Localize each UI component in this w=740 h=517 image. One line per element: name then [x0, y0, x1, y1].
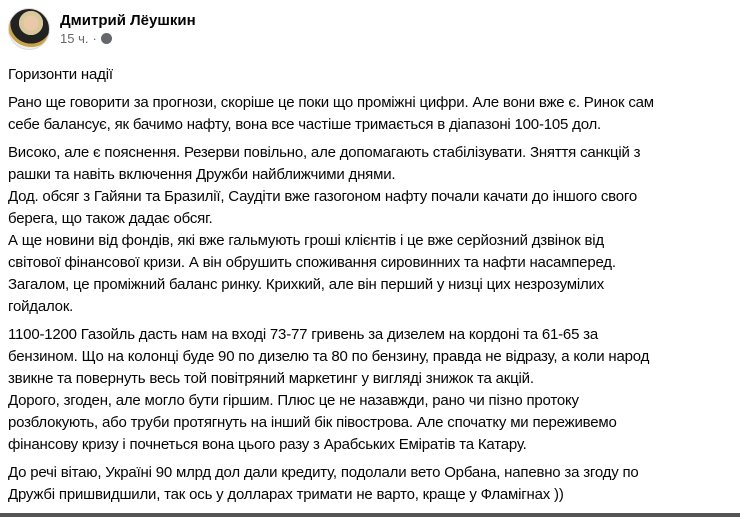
- text-line: бензином. Що на колонці буде 90 по дизелю та 80 по бензину, правда не відразу, а коли народ: [8, 348, 650, 365]
- text-line: себе балансує, як бачимо нафту, вона все частіше тримається в діапазоні 100-105 дол.: [8, 116, 602, 133]
- text-line: 1100-1200 Газойль дасть нам на вході 73-77 гривень за дизелем на кордоні та 61-65 за: [8, 326, 599, 343]
- post-time[interactable]: 15 ч.: [60, 30, 89, 46]
- text-line: звикне та повернуть весь той повітряний маркетинг у вигляді знижок та акцій.: [8, 370, 534, 387]
- text-line: Горизонти надії: [8, 66, 113, 83]
- divider: [0, 513, 740, 517]
- text-line: Дружбі пришвидшили, так ось у долларах тримати не варто, краще у Фламігнах )): [8, 486, 564, 503]
- post-paragraph: [8, 324, 654, 456]
- text-line: розблокують, або труби протягнуть на інший бік півострова. Але спочатку ми переживемо: [8, 414, 617, 431]
- author-name[interactable]: Дмитрий Лёушкин: [60, 11, 196, 29]
- post-header: [8, 8, 196, 50]
- text-line: Дорого, згоден, але могло бути гіршим. Плюс це не назавжди, рано чи пізно протоку: [8, 392, 579, 409]
- separator: ·: [92, 30, 97, 46]
- text-line: Дод. обсяг з Гайяни та Бразилії, Саудіти вже газогоном нафту почали качати до іншого свого: [8, 188, 637, 205]
- post-paragraph: [8, 462, 654, 506]
- text-line: А ще новини від фондів, які вже гальмують гроші клієнтів і це вже серйозний дзвінок від: [8, 232, 604, 249]
- avatar[interactable]: [8, 8, 50, 50]
- text-line: гойдалок.: [8, 298, 74, 315]
- post-paragraph: [8, 92, 654, 136]
- globe-icon[interactable]: [101, 33, 112, 44]
- text-line: Загалом, це проміжний баланс ринку. Крихкий, але він перший у низці цих незрозумілих: [8, 276, 605, 293]
- text-line: рашки та навіть включення Дружби найближчими днями.: [8, 166, 396, 183]
- post-title: [8, 64, 654, 86]
- text-line: До речі вітаю, Україні 90 млрд дол дали кредиту, подолали вето Орбана, напевно за згоду по: [8, 464, 639, 481]
- post-paragraph: [8, 142, 654, 318]
- text-line: берега, що також дадає обсяг.: [8, 210, 213, 227]
- text-line: фінансову кризу і почнеться вона цього разу з Арабських Еміратів та Катару.: [8, 436, 527, 453]
- text-line: Високо, але є пояснення. Резерви повільно, але допомагають стабілізувати. Зняття санкцій з: [8, 144, 641, 161]
- post-body: [8, 64, 654, 512]
- text-line: Рано ще говорити за прогнози, скоріше це поки що проміжні цифри. Але вони вже є. Ринок сам: [8, 94, 654, 111]
- text-line: світової фінансової кризи. А він обрушить споживання сировинних та нафти насамперед.: [8, 254, 616, 271]
